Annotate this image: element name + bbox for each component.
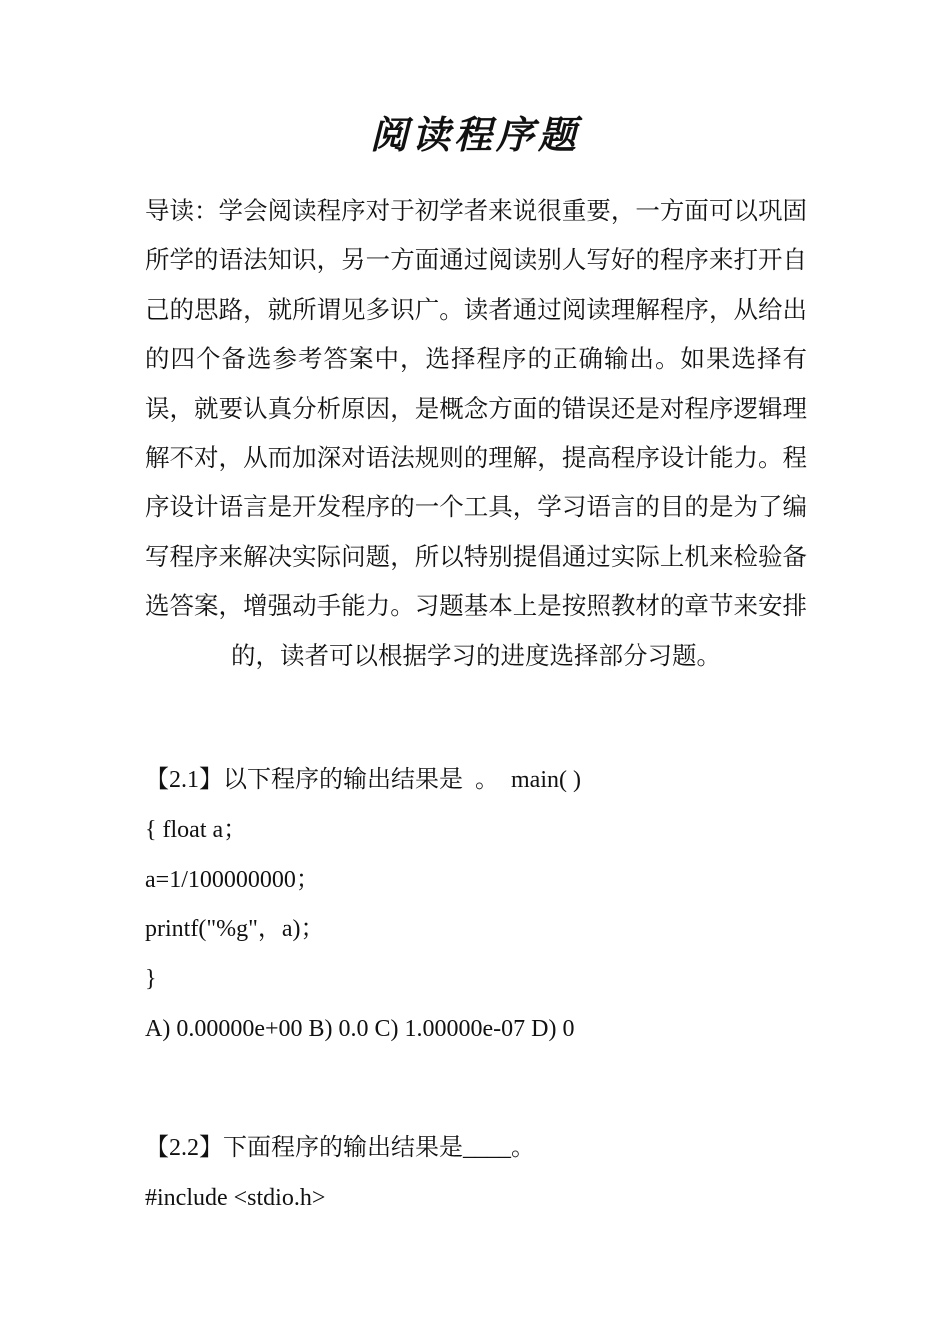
code-line: #include <stdio.h> <box>145 1184 326 1211</box>
code-line: printf("%g"，a)； <box>145 916 325 943</box>
intro-paragraph: 导读：学会阅读程序对于初学者来说很重要，一方面可以巩固所学的语法知识，另一方面通过阅读别人写好的程序来打开自己的思路，就所谓见多识广。读者通过阅读理解程序，从给出的四个备选参考答案中，选择程序的正确输出。如果选择有误，就要认真分析原因，是概念方面的错误还是对程序逻辑理解不对，从而加深对语法规则的理解，提高程序设计能力。程序设计语言是开发程序的一个工具，学习语言的目的是为了编写程序来解决实际问题，所以特别提倡通过实际上机来检验备选答案，增强动手能力。习题基本上是按照教材的章节来安排的，读者可以根据学习的进度选择部分习题。 <box>145 196 807 670</box>
code-line: a=1/100000000； <box>145 866 320 893</box>
question-2-1-prompt: 【2.1】以下程序的输出结果是 。 main( ) <box>145 767 581 793</box>
code-line: { float a； <box>145 816 248 843</box>
code-line: } <box>145 966 157 993</box>
question-2-1 <box>145 756 825 1055</box>
document-title: 阅读程序题 <box>369 112 580 157</box>
question-2-2 <box>145 1124 825 1224</box>
answer-options: A) 0.00000e+00 B) 0.0 C) 1.00000e-07 D) 0 <box>145 1015 575 1042</box>
question-2-2-prompt: 【2.2】下面程序的输出结果是____。 <box>145 1135 535 1161</box>
